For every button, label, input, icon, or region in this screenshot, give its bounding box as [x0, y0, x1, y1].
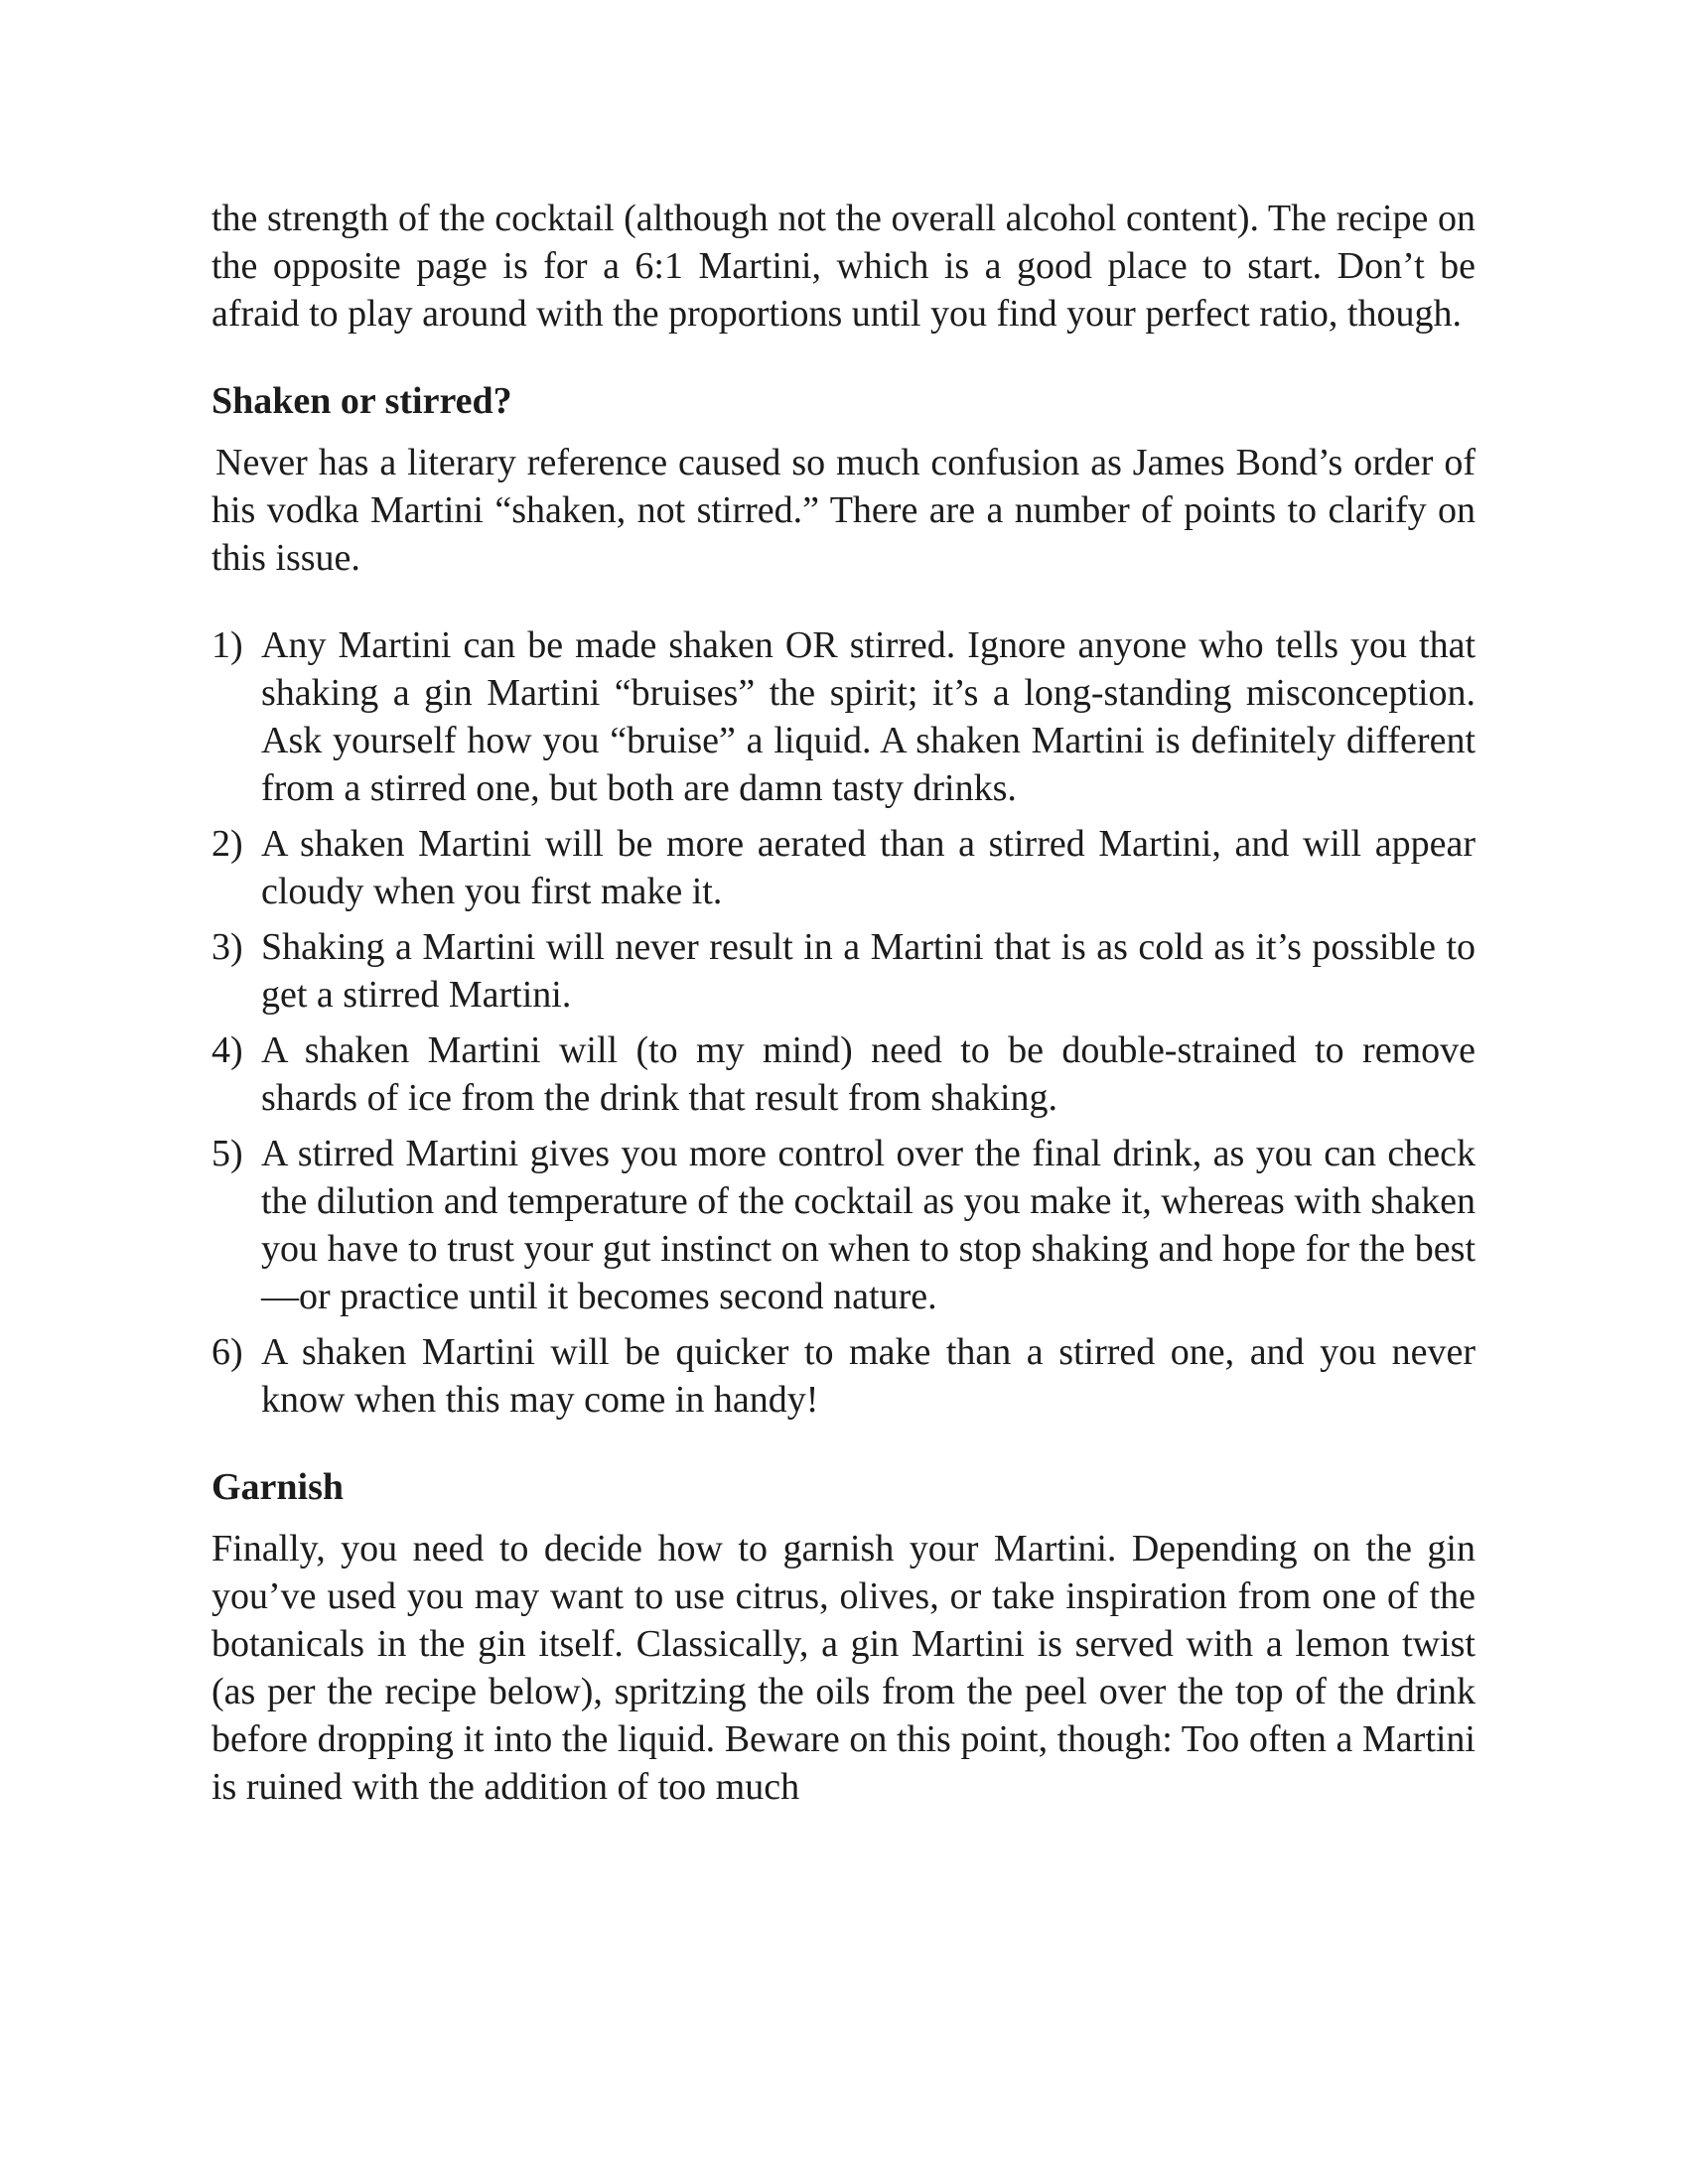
list-item-text: A shaken Martini will (to my mind) need to be double-strained to remove shards of ice from the drink that result from shaking.	[261, 1029, 1476, 1119]
intro-paragraph: the strength of the cocktail (although not the overall alcohol content). The recipe on the opposite page is for a 6:1 Martini, which is a good place to start. Don’t be afraid to play around with the proportions until you find your perfect ratio, though.	[211, 198, 1476, 335]
section-heading-garnish: Garnish	[211, 1466, 345, 1508]
list-item-text: A shaken Martini will be more aerated than a stirred Martini, and will appear cloudy when you first make it.	[261, 823, 1476, 912]
list-item-number: 1)	[211, 624, 243, 666]
list-item-text: Any Martini can be made shaken OR stirred. Ignore anyone who tells you that shaking a gin Martini “bruises” the spirit; it’s a long-standing misconception. Ask yourself how you “bruise” a liquid. A shaken Martini is definitely different from a stirred one, but both are damn tasty drinks.	[261, 624, 1476, 809]
list-item	[211, 1130, 1476, 1320]
list-item-text: A stirred Martini gives you more control over the final drink, as you can check the dilution and temperature of the cocktail as you make it, whereas with shaken you have to trust your gut instinct on when to stop shaking and hope for the best—or practice until it becomes second nature.	[261, 1133, 1476, 1317]
garnish-paragraph: Finally, you need to decide how to garnish your Martini. Depending on the gin you’ve used you may want to use citrus, olives, or take inspiration from one of the botanicals in the gin itself. Classically, a gin Martini is served with a lemon twist (as per the recipe below), spritzing the oils from the peel over the top of the drink before dropping it into the liquid. Beware on this point, though: Too often a Martini is ruined with the addition of too much	[211, 1528, 1476, 1808]
list-item	[211, 820, 1476, 915]
document-page	[211, 195, 1476, 1811]
list-item-number: 4)	[211, 1029, 243, 1071]
list-item-number: 6)	[211, 1331, 243, 1373]
list-item-number: 5)	[211, 1133, 243, 1174]
section-heading-shaken-or-stirred: Shaken or stirred?	[211, 380, 512, 422]
list-item-number: 3)	[211, 926, 243, 968]
list-item	[211, 1328, 1476, 1424]
list-item	[211, 923, 1476, 1019]
list-item-text: Shaking a Martini will never result in a Martini that is as cold as it’s possible to get a stirred Martini.	[261, 926, 1476, 1016]
list-item-text: A shaken Martini will be quicker to make than a stirred one, and you never know when this may come in handy!	[261, 1331, 1476, 1421]
shaken-or-stirred-paragraph: Never has a literary reference caused so much confusion as James Bond’s order of his vodka Martini “shaken, not stirred.” There are a number of points to clarify on this issue.	[211, 442, 1476, 579]
list-item	[211, 621, 1476, 812]
list-item	[211, 1026, 1476, 1122]
numbered-list	[211, 621, 1476, 1424]
list-item-number: 2)	[211, 823, 243, 865]
